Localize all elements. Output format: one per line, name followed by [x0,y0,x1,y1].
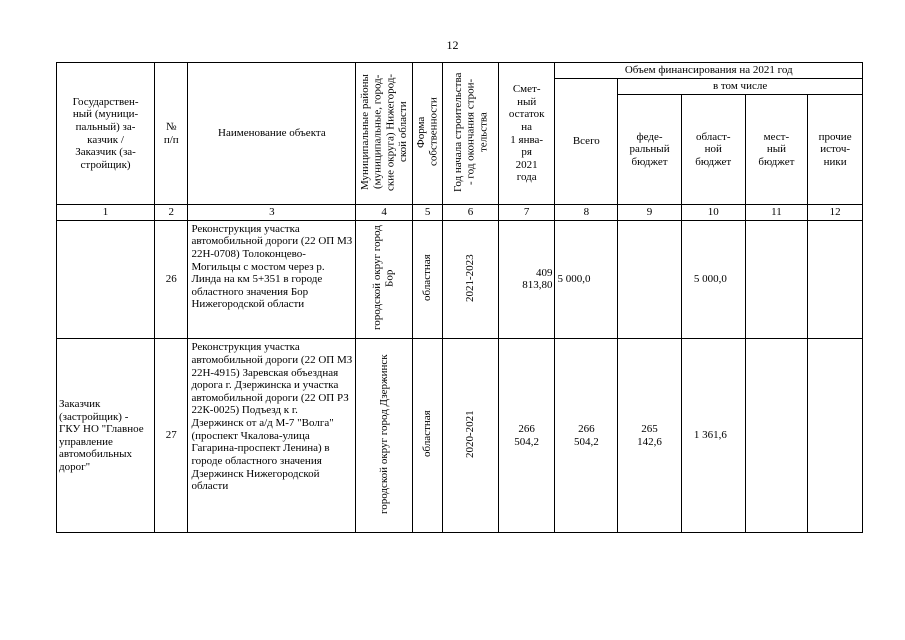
column-number: 1 [57,205,155,221]
header-federal: феде- ральный бюджет [618,95,682,205]
cell-ownership: областная [412,339,442,533]
cell-local [745,220,808,339]
column-number: 6 [443,205,499,221]
cell-district: городской округ город Бор [356,220,413,339]
header-funding-total: Объем финансирования на 2021 год [555,63,863,79]
cell-local [745,339,808,533]
column-number: 7 [498,205,555,221]
header-including: в том числе [618,79,863,95]
cell-total: 5 000,0 [555,220,618,339]
column-number: 10 [681,205,745,221]
table-row [57,339,863,533]
column-number: 2 [155,205,188,221]
column-number: 9 [618,205,682,221]
cell-ownership: областная [412,220,442,339]
cell-total: 266 504,2 [555,339,618,533]
header-district: Муниципальные районы (муниципальные, город- ские округа) Нижегород- ской области [356,63,413,205]
header-local: мест- ный бюджет [745,95,808,205]
cell-regional: 1 361,6 [681,339,745,533]
cell-customer: Заказчик (застройщик) - ГКУ НО "Главное управление автомобильных дорог" [57,339,155,533]
column-number: 4 [356,205,413,221]
column-number: 5 [412,205,442,221]
column-number: 8 [555,205,618,221]
header-years: Год начала строительства - год окончания строи- тельства [443,63,499,205]
cell-district: городской округ город Дзержинск [356,339,413,533]
cell-regional: 5 000,0 [681,220,745,339]
column-number: 11 [745,205,808,221]
column-number: 3 [188,205,356,221]
cell-federal [618,220,682,339]
header-estimated-balance: Смет- ный остаток на 1 янва- ря 2021 года [498,63,555,205]
header-customer: Государствен- ный (муници- пальный) за- казчик / Заказчик (за- стройщик) [57,63,155,205]
table-row [57,220,863,339]
cell-years: 2021-2023 [443,220,499,339]
header-total: Всего [555,79,618,205]
header-regional: област- ной бюджет [681,95,745,205]
cell-estimated-balance: 266 504,2 [498,339,555,533]
cell-estimated-balance: 409 813,80 [498,220,555,339]
column-number: 12 [808,205,863,221]
page-number: 12 [446,38,459,52]
column-numbers-row [57,205,863,221]
cell-federal: 265 142,6 [618,339,682,533]
cell-object-name: Реконструкция участка автомобильной дороги (22 ОП МЗ 22Н-4915) Заревская объездная дорога г. Дзержинска и участка автомобильной дороги (22 ОП РЗ 22К-0025) Подъезд к г. Дзержинск от а/д М-7 "Волга" (проспект Чкалова-улица Гагарина-проспект Ленина) в городе областного значения Дзержинск Нижегородской области [188,339,356,533]
cell-number: 26 [155,220,188,339]
cell-number: 27 [155,339,188,533]
cell-object-name: Реконструкция участка автомобильной дороги (22 ОП МЗ 22Н-0708) Толоконцево-Могильцы с мостом через р. Линда на км 5+351 в городе областного значения Бор Нижегородской области [188,220,356,339]
cell-other [808,339,863,533]
header-ownership: Форма собственности [412,63,442,205]
financing-table [56,62,863,533]
header-number: № п/п [155,63,188,205]
cell-other [808,220,863,339]
header-other: прочие источ- ники [808,95,863,205]
cell-customer [57,220,155,339]
header-object-name: Наименование объекта [188,63,356,205]
cell-years: 2020-2021 [443,339,499,533]
